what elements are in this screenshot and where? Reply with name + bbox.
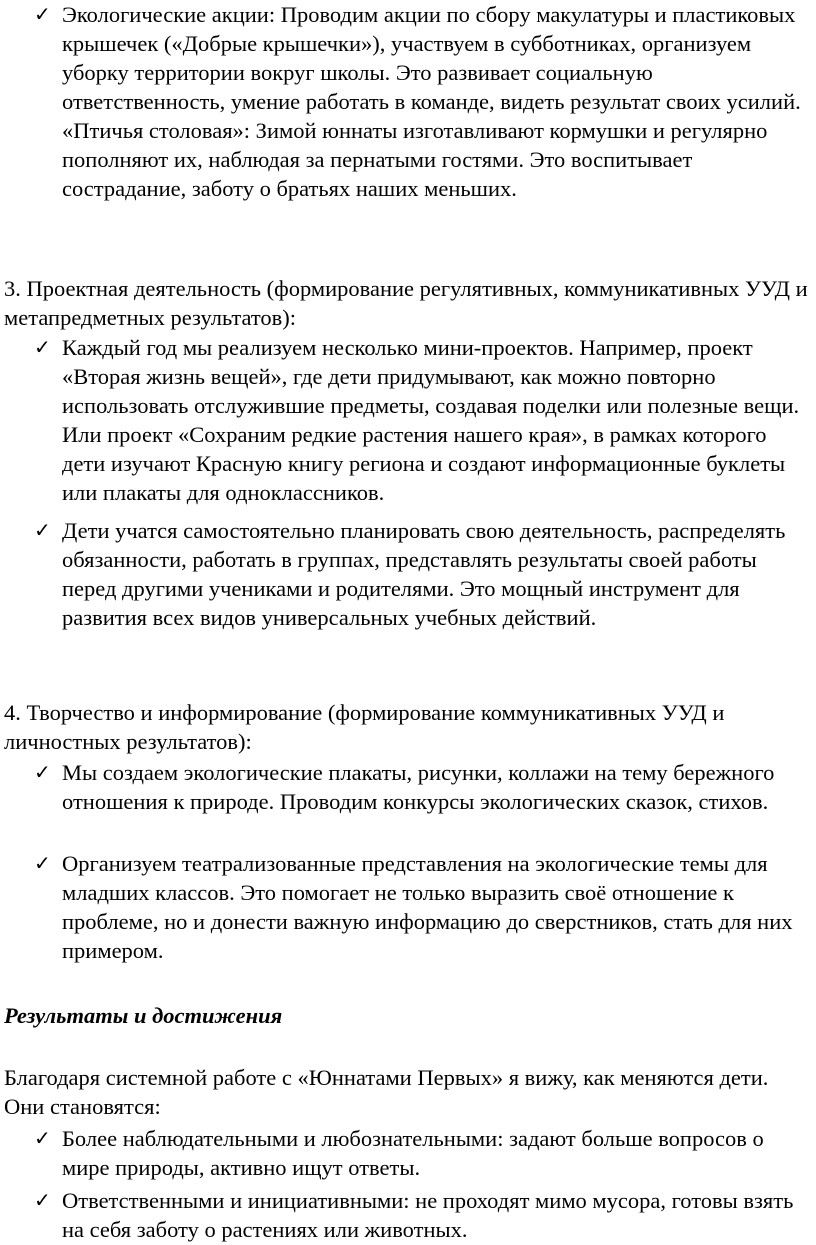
checkmark-icon: ✓ <box>34 335 51 359</box>
list-item-planning: Дети учатся самостоятельно планировать свою деятельность, распределять обязанности, работать в группах, представлять результаты своей работы перед другими учениками и родителями. Это мощный инструмент для развития всех видов универсальных учебных действий. <box>62 518 786 630</box>
list-item-responsible: Ответственными и инициативными: не проходят мимо мусора, готовы взять на себя заботу о растениях или животных. <box>62 1188 794 1242</box>
checkmark-icon: ✓ <box>34 1188 51 1212</box>
checkmark-icon: ✓ <box>34 518 51 542</box>
results-intro: Благодаря системной работе с «Юннатами Первых» я вижу, как меняются дети. Они становятся: <box>4 1065 769 1119</box>
results-heading: Результаты и достижения <box>4 1003 283 1028</box>
list-item-observant: Более наблюдательными и любознательными: задают больше вопросов о мире природы, активно ищут ответы. <box>62 1126 764 1180</box>
section-4-heading: 4. Творчество и информирование (формирование коммуникативных УУД и личностных результатов): <box>4 700 725 754</box>
list-item-theatre: Организуем театрализованные представления на экологические темы для младших классов. Это помогает не только выразить своё отношение к проблеме, но и донести важную информацию до сверстников, стать для них примером. <box>62 851 793 963</box>
list-item-eco-actions: Экологические акции: Проводим акции по сбору макулатуры и пластиковых крышечек («Добрые крышечки»), участвуем в субботниках, организуем уборку территории вокруг школы. Это развивает социальную ответственность, умение работать в команде, видеть результат своих усилий. «Птичья столовая»: Зимой юннаты изготавливают кормушки и регулярно пополняют их, наблюдая за пернатыми гостями. Это воспитывает сострадание, заботу о братьях наших меньших. <box>62 2 801 201</box>
checkmark-icon: ✓ <box>34 760 51 784</box>
list-item-posters: Мы создаем экологические плакаты, рисунки, коллажи на тему бережного отношения к природе. Проводим конкурсы экологических сказок, стихов. <box>62 760 775 814</box>
list-item-mini-projects: Каждый год мы реализуем несколько мини-проектов. Например, проект «Вторая жизнь вещей», где дети придумывают, как можно повторно использовать отслужившие предметы, создавая поделки или полезные вещи. Или проект «Сохраним редкие растения нашего края», в рамках которого дети изучают Красную книгу региона и создают информационные буклеты или плакаты для одноклассников. <box>62 335 800 505</box>
section-3-heading: 3. Проектная деятельность (формирование регулятивных, коммуникативных УУД и метапредметных результатов): <box>4 276 808 330</box>
checkmark-icon: ✓ <box>34 1126 51 1150</box>
checkmark-icon: ✓ <box>34 851 51 875</box>
checkmark-icon: ✓ <box>34 2 51 26</box>
